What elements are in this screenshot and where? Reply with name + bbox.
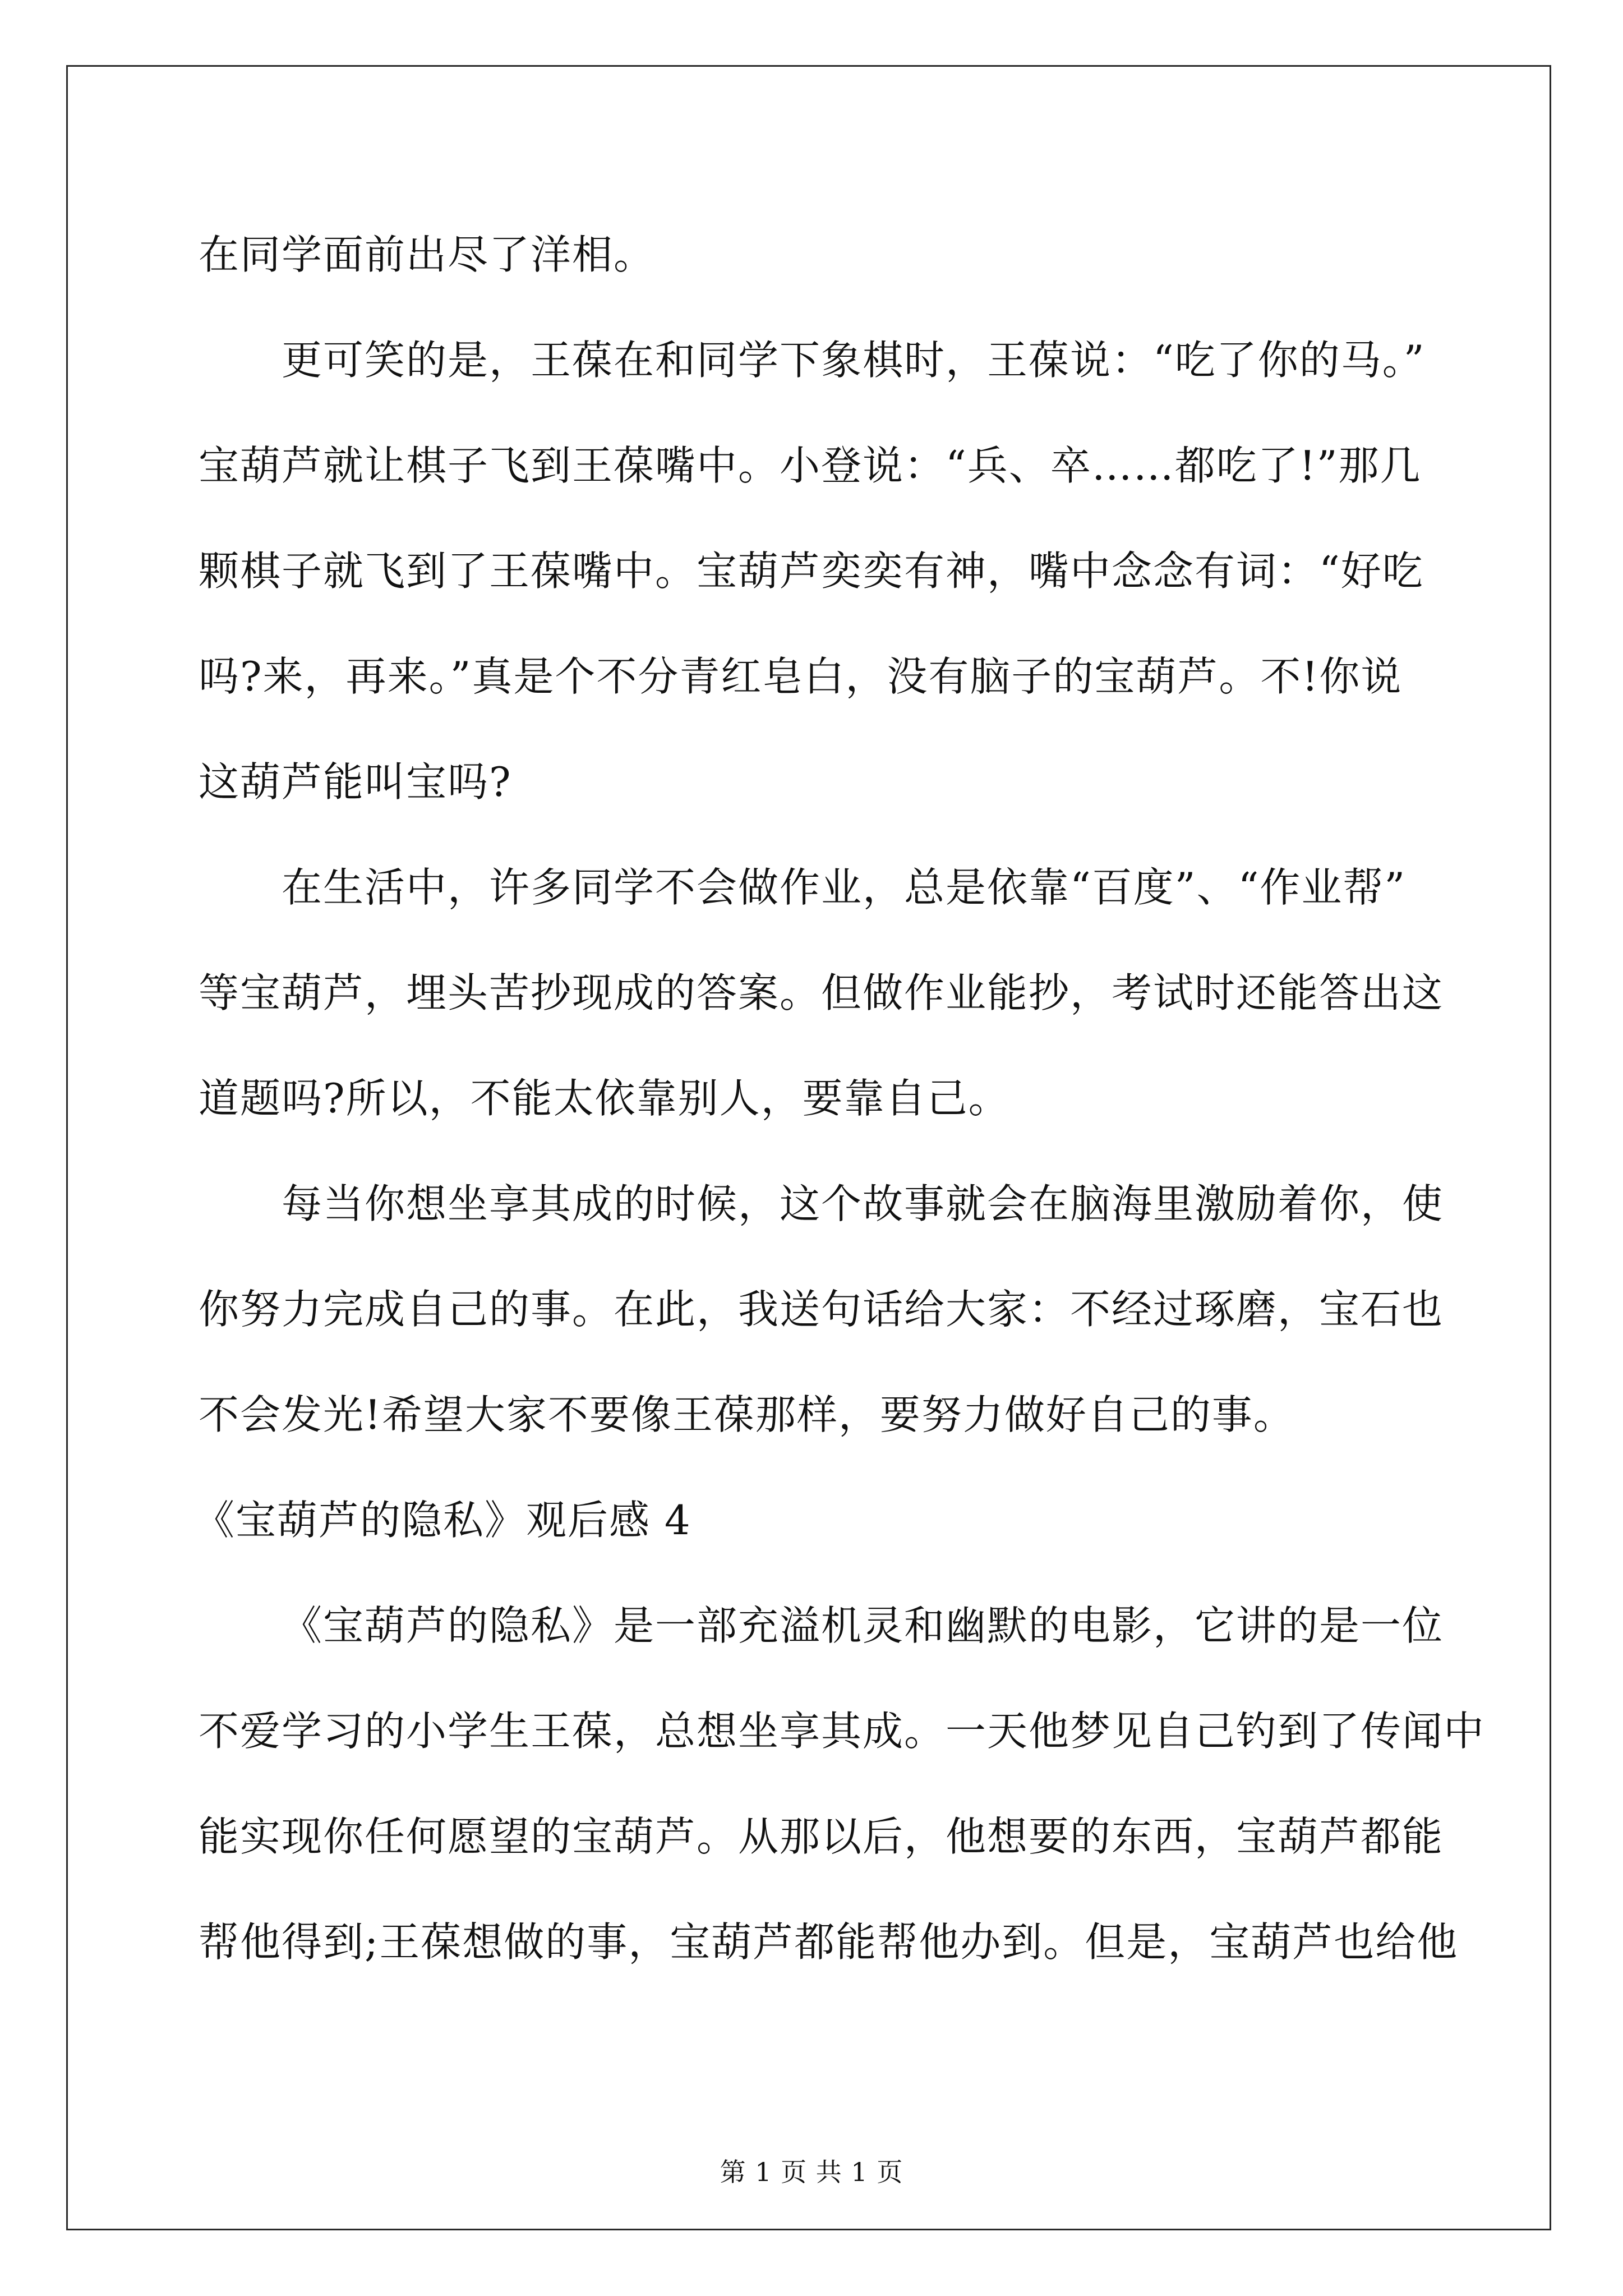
section-title: 《宝葫芦的隐私》观后感 4 xyxy=(194,1497,691,1544)
text-line: 帮他得到;王葆想做的事，宝葫芦都能帮他办到。但是，宝葫芦也给他 xyxy=(199,1918,1459,1966)
text-line: 《宝葫芦的隐私》是一部充溢机灵和幽默的电影，它讲的是一位 xyxy=(282,1602,1444,1649)
document-body xyxy=(194,202,1486,1995)
text-line: 不爱学习的小学生王葆，总想坐享其成。一天他梦见自己钓到了传闻中 xyxy=(199,1708,1486,1755)
text-line: 颗棋子就飞到了王葆嘴中。宝葫芦奕奕有神，嘴中念念有词：“好吃 xyxy=(199,547,1424,595)
text-line: 道题吗?所以，不能太依靠别人，要靠自己。 xyxy=(199,1075,1010,1122)
text-line: 每当你想坐享其成的时候，这个故事就会在脑海里激励着你，使 xyxy=(282,1180,1444,1227)
text-line: 不会发光!希望大家不要像王葆那样，要努力做好自己的事。 xyxy=(199,1391,1295,1438)
text-line: 吗?来，再来。”真是个不分青红皂白，没有脑子的宝葫芦。不!你说 xyxy=(199,653,1403,700)
text-line: 等宝葫芦，埋头苦抄现成的答案。但做作业能抄，考试时还能答出这 xyxy=(199,969,1444,1016)
text-line: 在同学面前出尽了洋相。 xyxy=(199,231,656,278)
text-line: 更可笑的是，王葆在和同学下象棋时，王葆说：“吃了你的马。” xyxy=(282,337,1426,384)
text-line: 这葫芦能叫宝吗? xyxy=(199,758,512,806)
text-line: 在生活中，许多同学不会做作业，总是依靠“百度”、“作业帮” xyxy=(282,864,1407,911)
page-footer: 第 1 页 共 1 页 xyxy=(720,2157,903,2187)
text-line: 能实现你任何愿望的宝葫芦。从那以后，他想要的东西，宝葫芦都能 xyxy=(199,1813,1444,1860)
text-line: 宝葫芦就让棋子飞到王葆嘴中。小登说：“兵、卒……都吃了!”那几 xyxy=(199,442,1422,489)
text-line: 你努力完成自己的事。在此，我送句话给大家：不经过琢磨，宝石也 xyxy=(199,1286,1444,1333)
